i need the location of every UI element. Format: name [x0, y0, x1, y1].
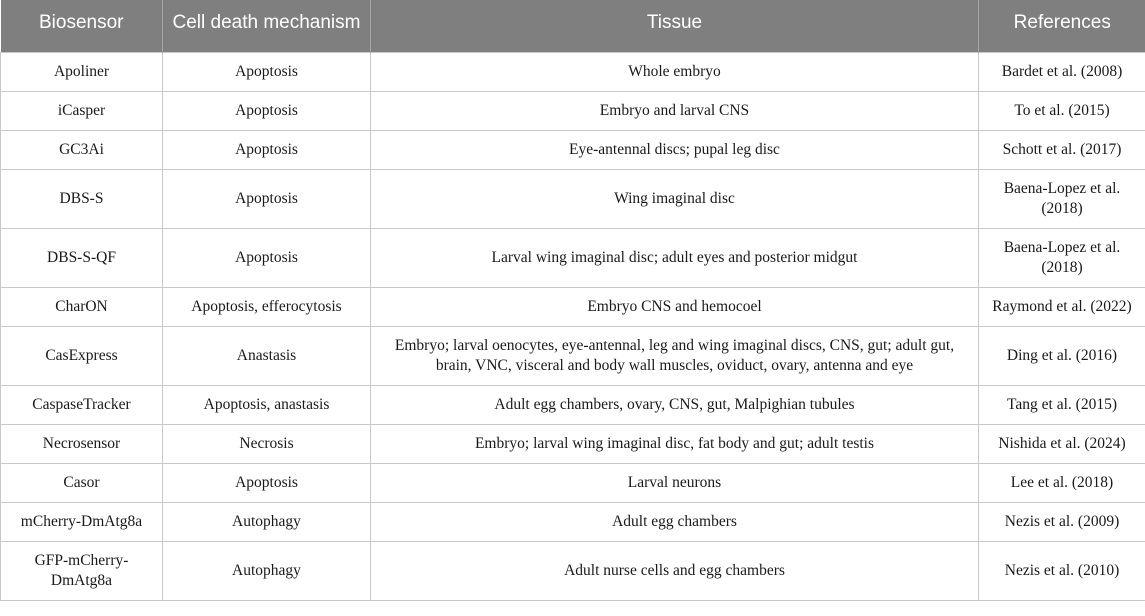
reference-cell: Bardet et al. (2008)	[979, 52, 1145, 91]
biosensor-cell: CasExpress	[1, 326, 163, 385]
biosensor-cell: Casor	[1, 463, 163, 502]
tissue-cell: Wing imaginal disc	[371, 169, 979, 228]
reference-cell: Nezis et al. (2009)	[979, 502, 1145, 541]
tissue-cell: Embryo and larval CNS	[371, 91, 979, 130]
table-row	[1, 541, 1145, 600]
tissue-cell: Adult egg chambers	[371, 502, 979, 541]
mechanism-cell: Anastasis	[163, 326, 371, 385]
mechanism-cell: Apoptosis	[163, 130, 371, 169]
header-biosensor: Biosensor	[1, 0, 163, 52]
biosensor-cell: CaspaseTracker	[1, 385, 163, 424]
tissue-cell: Embryo; larval oenocytes, eye-antennal, leg and wing imaginal discs, CNS, gut; adult gut, brain, VNC, visceral and body wall muscles, oviduct, ovary, antenna and eye	[371, 326, 979, 385]
mechanism-cell: Necrosis	[163, 424, 371, 463]
biosensor-cell: CharON	[1, 287, 163, 326]
mechanism-cell: Apoptosis	[163, 228, 371, 287]
table-row	[1, 326, 1145, 385]
tissue-cell: Embryo CNS and hemocoel	[371, 287, 979, 326]
header-tissue: Tissue	[371, 0, 979, 52]
tissue-cell: Larval neurons	[371, 463, 979, 502]
mechanism-cell: Apoptosis	[163, 169, 371, 228]
header-row	[1, 0, 1145, 52]
table-row	[1, 385, 1145, 424]
table-row	[1, 287, 1145, 326]
reference-cell: To et al. (2015)	[979, 91, 1145, 130]
mechanism-cell: Autophagy	[163, 502, 371, 541]
table-row	[1, 91, 1145, 130]
mechanism-cell: Apoptosis, anastasis	[163, 385, 371, 424]
reference-cell: Lee et al. (2018)	[979, 463, 1145, 502]
biosensor-cell: mCherry-DmAtg8a	[1, 502, 163, 541]
table-row	[1, 424, 1145, 463]
tissue-cell: Whole embryo	[371, 52, 979, 91]
biosensor-cell: GC3Ai	[1, 130, 163, 169]
table-row	[1, 228, 1145, 287]
tissue-cell: Adult nurse cells and egg chambers	[371, 541, 979, 600]
reference-cell: Nezis et al. (2010)	[979, 541, 1145, 600]
mechanism-cell: Apoptosis	[163, 463, 371, 502]
reference-cell: Tang et al. (2015)	[979, 385, 1145, 424]
reference-cell: Ding et al. (2016)	[979, 326, 1145, 385]
biosensor-cell: Necrosensor	[1, 424, 163, 463]
biosensor-cell: Apoliner	[1, 52, 163, 91]
reference-cell: Baena-Lopez et al. (2018)	[979, 228, 1145, 287]
tissue-cell: Embryo; larval wing imaginal disc, fat body and gut; adult testis	[371, 424, 979, 463]
reference-cell: Raymond et al. (2022)	[979, 287, 1145, 326]
biosensor-cell: iCasper	[1, 91, 163, 130]
table-row	[1, 463, 1145, 502]
reference-cell: Nishida et al. (2024)	[979, 424, 1145, 463]
reference-cell: Baena-Lopez et al. (2018)	[979, 169, 1145, 228]
table-row	[1, 52, 1145, 91]
tissue-cell: Adult egg chambers, ovary, CNS, gut, Malpighian tubules	[371, 385, 979, 424]
biosensor-cell: DBS-S-QF	[1, 228, 163, 287]
table-row	[1, 130, 1145, 169]
mechanism-cell: Apoptosis	[163, 52, 371, 91]
biosensor-cell: GFP-mCherry-DmAtg8a	[1, 541, 163, 600]
reference-cell: Schott et al. (2017)	[979, 130, 1145, 169]
header-references: References	[979, 0, 1145, 52]
tissue-cell: Eye-antennal discs; pupal leg disc	[371, 130, 979, 169]
table-row	[1, 169, 1145, 228]
tissue-cell: Larval wing imaginal disc; adult eyes and posterior midgut	[371, 228, 979, 287]
mechanism-cell: Apoptosis, efferocytosis	[163, 287, 371, 326]
mechanism-cell: Apoptosis	[163, 91, 371, 130]
mechanism-cell: Autophagy	[163, 541, 371, 600]
header-mechanism: Cell death mechanism	[163, 0, 371, 52]
table-row	[1, 502, 1145, 541]
biosensor-cell: DBS-S	[1, 169, 163, 228]
